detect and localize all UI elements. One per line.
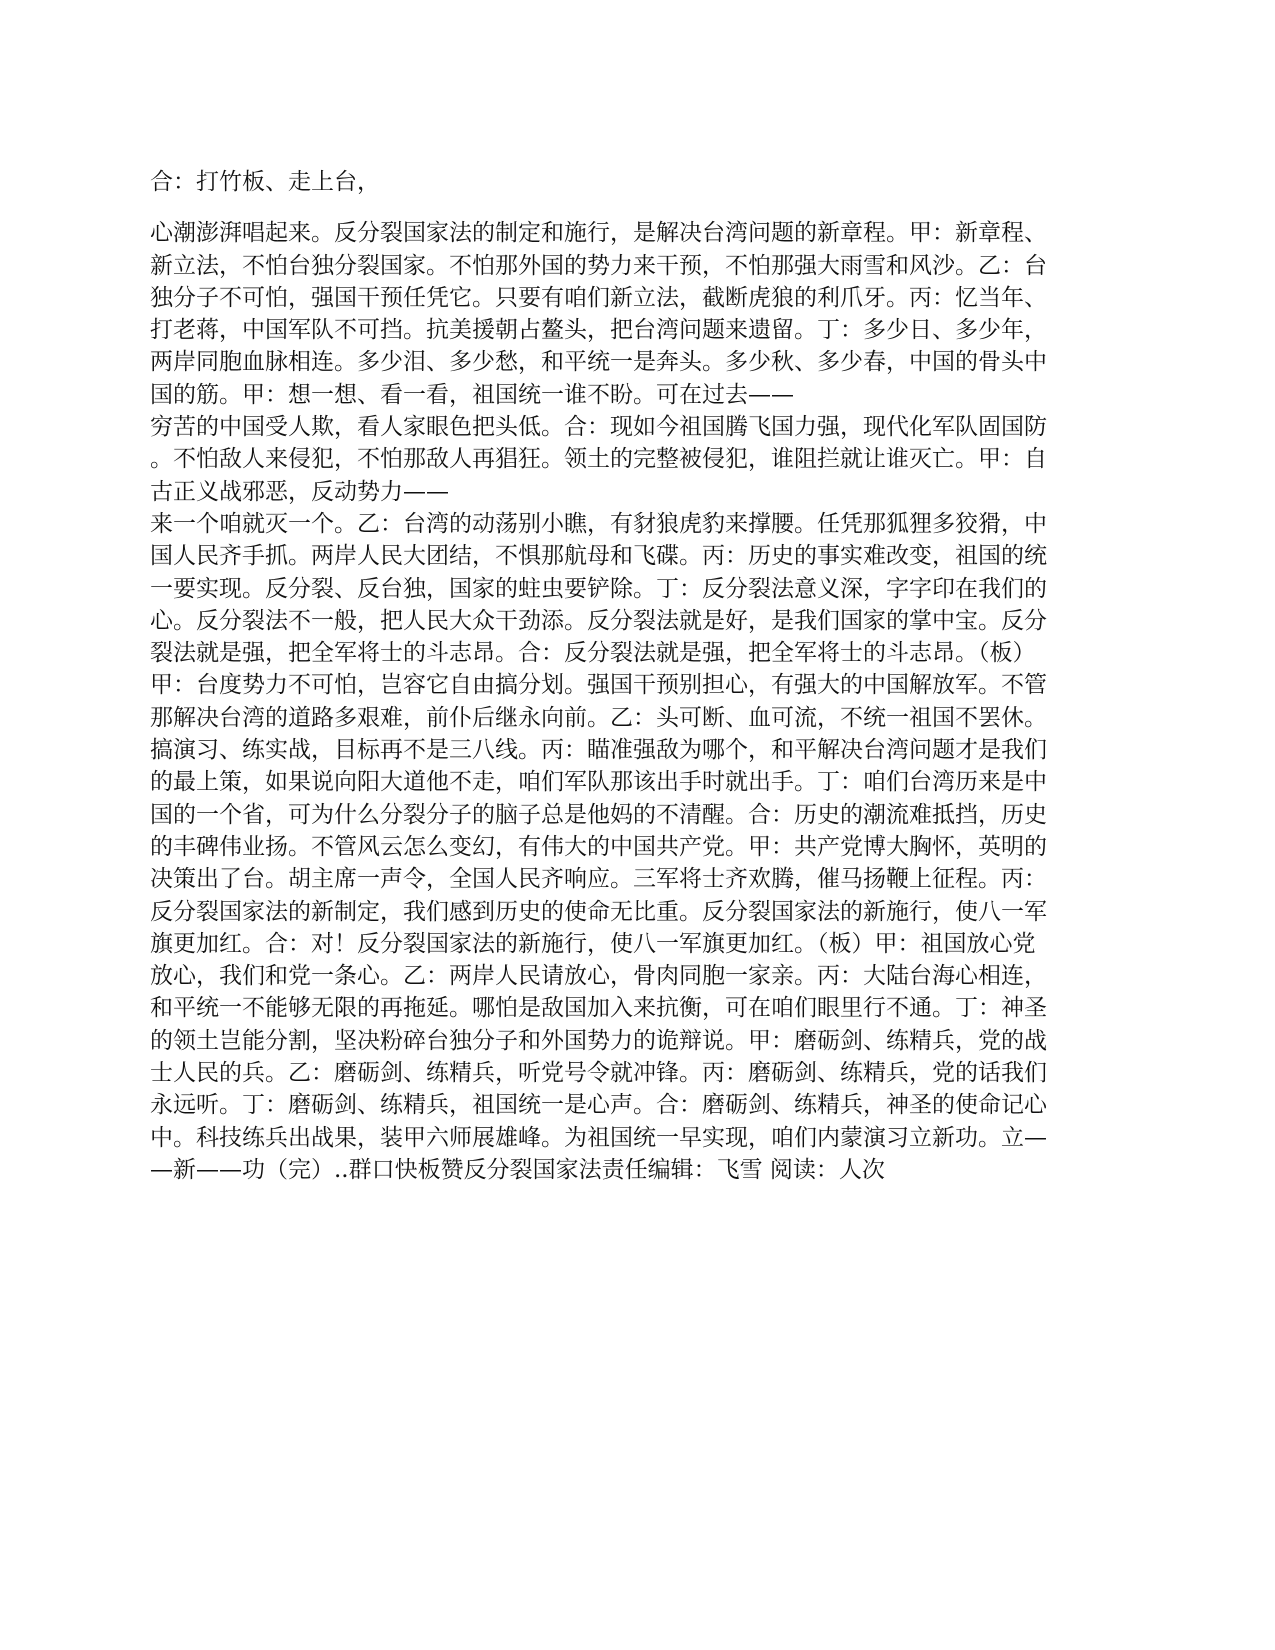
body-line: 独分子不可怕，强国干预任凭它。只要有咱们新立法，截断虎狼的利爪牙。丙：忆当年、: [150, 284, 1047, 311]
document-page: [150, 166, 1126, 1186]
body-line: 永远听。丁：磨砺剑、练精兵，祖国统一是心声。合：磨砺剑、练精兵，神圣的使命记心: [150, 1092, 1047, 1119]
body-line: 裂法就是强，把全军将士的斗志昂。合：反分裂法就是强，把全军将士的斗志昂。（板）: [150, 640, 1036, 667]
body-line: 反分裂国家法的新制定，我们感到历史的使命无比重。反分裂国家法的新施行，使八一军: [150, 898, 1047, 925]
body-line: 的丰碑伟业扬。不管风云怎么变幻，有伟大的中国共产党。甲：共产党博大胸怀，英明的: [150, 833, 1047, 860]
body-line: 来一个咱就灭一个。乙：台湾的动荡别小瞧，有豺狼虎豹来撑腰。任凭那狐狸多狡猾，中: [150, 510, 1047, 537]
body-line: 的最上策，如果说向阳大道他不走，咱们军队那该出手时就出手。丁：咱们台湾历来是中: [150, 769, 1047, 796]
body-line: 新立法，不怕台独分裂国家。不怕那外国的势力来干预，不怕那强大雨雪和风沙。乙：台: [150, 252, 1047, 279]
body-line: 搞演习、练实战，目标再不是三八线。丙：瞄准强敌为哪个，和平解决台湾问题才是我们: [150, 737, 1047, 764]
body-line: 心。反分裂法不一般，把人民大众干劲添。反分裂法就是好，是我们国家的掌中宝。反分: [150, 607, 1047, 634]
body-text: [150, 217, 1126, 1186]
body-line: 古正义战邪恶，反动势力——: [150, 478, 449, 505]
body-line: 那解决台湾的道路多艰难，前仆后继永向前。乙：头可断、血可流，不统一祖国不罢休。: [150, 704, 1047, 731]
body-line: 决策出了台。胡主席一声令，全国人民齐响应。三军将士齐欢腾，催马扬鞭上征程。丙：: [150, 866, 1047, 893]
body-line: 放心，我们和党一条心。乙：两岸人民请放心，骨肉同胞一家亲。丙：大陆台海心相连，: [150, 963, 1047, 990]
body-line: 国的筋。甲：想一想、看一看，祖国统一谁不盼。可在过去——: [150, 381, 794, 408]
body-line: 一要实现。反分裂、反台独，国家的蛀虫要铲除。丁：反分裂法意义深，字字印在我们的: [150, 575, 1047, 602]
body-line: —新——功（完）..群口快板赞反分裂国家法责任编辑：飞雪 阅读：人次: [150, 1156, 885, 1183]
body-line: 旗更加红。合：对！反分裂国家法的新施行，使八一军旗更加红。（板）甲：祖国放心党: [150, 930, 1036, 957]
body-line: 心潮澎湃唱起来。反分裂国家法的制定和施行，是解决台湾问题的新章程。甲：新章程、: [150, 220, 1047, 247]
body-line: 打老蒋，中国军队不可挡。抗美援朝占鳌头，把台湾问题来遗留。丁：多少日、多少年，: [150, 317, 1047, 344]
body-line: 两岸同胞血脉相连。多少泪、多少愁，和平统一是奔头。多少秋、多少春，中国的骨头中: [150, 349, 1047, 376]
body-line: 国人民齐手抓。两岸人民大团结，不惧那航母和飞碟。丙：历史的事实难改变，祖国的统: [150, 543, 1047, 570]
body-line: 穷苦的中国受人欺，看人家眼色把头低。合：现如今祖国腾飞国力强，现代化军队固国防: [150, 414, 1047, 441]
intro-line: 合：打竹板、走上台，: [150, 169, 380, 195]
body-line: 甲：台度势力不可怕，岂容它自由搞分划。强国干预别担心，有强大的中国解放军。不管: [150, 672, 1047, 699]
body-line: 国的一个省，可为什么分裂分子的脑子总是他妈的不清醒。合：历史的潮流难抵挡，历史: [150, 801, 1047, 828]
body-line: 和平统一不能够无限的再拖延。哪怕是敌国加入来抗衡，可在咱们眼里行不通。丁：神圣: [150, 995, 1047, 1022]
body-line: 的领土岂能分割，坚决粉碎台独分子和外国势力的诡辩说。甲：磨砺剑、练精兵，党的战: [150, 1027, 1047, 1054]
body-line: 士人民的兵。乙：磨砺剑、练精兵，听党号令就冲锋。丙：磨砺剑、练精兵，党的话我们: [150, 1060, 1047, 1087]
body-line: 。不怕敌人来侵犯，不怕那敌人再猖狂。领土的完整被侵犯，谁阻拦就让谁灭亡。甲：自: [150, 446, 1047, 473]
body-line: 中。科技练兵出战果，装甲六师展雄峰。为祖国统一早实现，咱们内蒙演习立新功。立—: [150, 1124, 1047, 1151]
